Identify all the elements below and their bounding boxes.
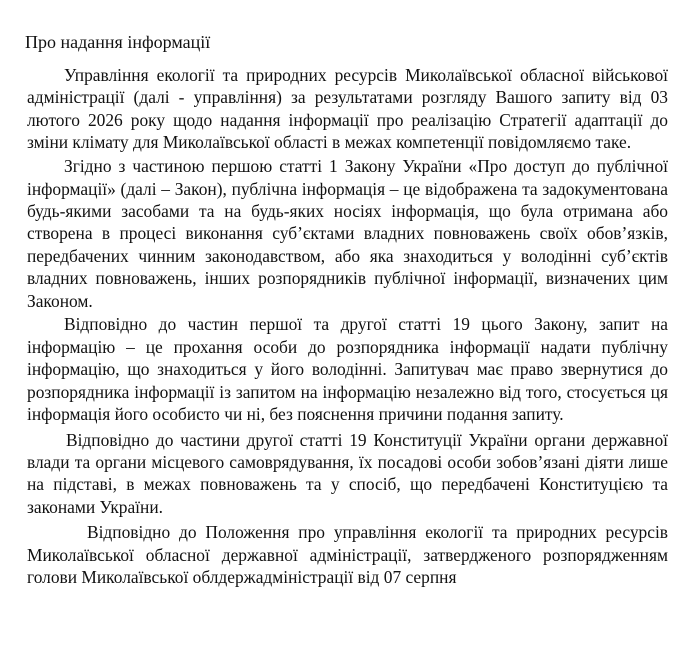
paragraph-regulation-reference: Відповідно до Положення про управління екології та природних ресурсів Миколаївської обласної державної адміністрації, затвердженого розпорядженням голови Миколаївської облдержадміністрації від 07 серпня bbox=[27, 522, 668, 587]
letter-body bbox=[27, 64, 668, 590]
paragraph-constitution-reference: Відповідно до частини другої статті 19 Конституції України органи державної влади та органи місцевого самоврядування, їх посадові особи зобов’язані діяти лише на підставі, в межах повноважень та у спосіб, що передбачені Конституцією та законами України. bbox=[27, 429, 668, 517]
letter-subject: Про надання інформації bbox=[25, 32, 211, 52]
paragraph-request-response: Управління екології та природних ресурсів Миколаївської обласної військової адміністрації (далі - управління) за результатами розгляду Вашого запиту від 03 лютого 2026 року щодо надання інформації про реалізацію Стратегії адаптації до зміни клімату для Миколаївської області в межах компетенції повідомляємо таке. bbox=[27, 65, 668, 153]
paragraph-public-information-definition: Згідно з частиною першою статті 1 Закону України «Про доступ до публічної інформації» (далі – Закон), публічна інформація – це відображена та задокументована будь-якими засобами та на будь-яких носіях інформація, що була отримана або створена в процесі виконання суб’єктами владних повноважень своїх обов’язків, передбачених чинним законодавством, або яка знаходиться у володінні суб’єктів владних повноважень, інших розпорядників публічної інформації, визначених цим Законом. bbox=[27, 156, 668, 311]
paragraph-information-request-definition: Відповідно до частин першої та другої статті 19 цього Закону, запит на інформацію – це прохання особи до розпорядника інформації надати публічну інформацію, що знаходиться у його володінні. Запитувач має право звернутися до розпорядника інформації із запитом на інформацію незалежно від того, стосується ця інформація його особисто чи ні, без пояснення причини подання запиту. bbox=[27, 314, 668, 425]
